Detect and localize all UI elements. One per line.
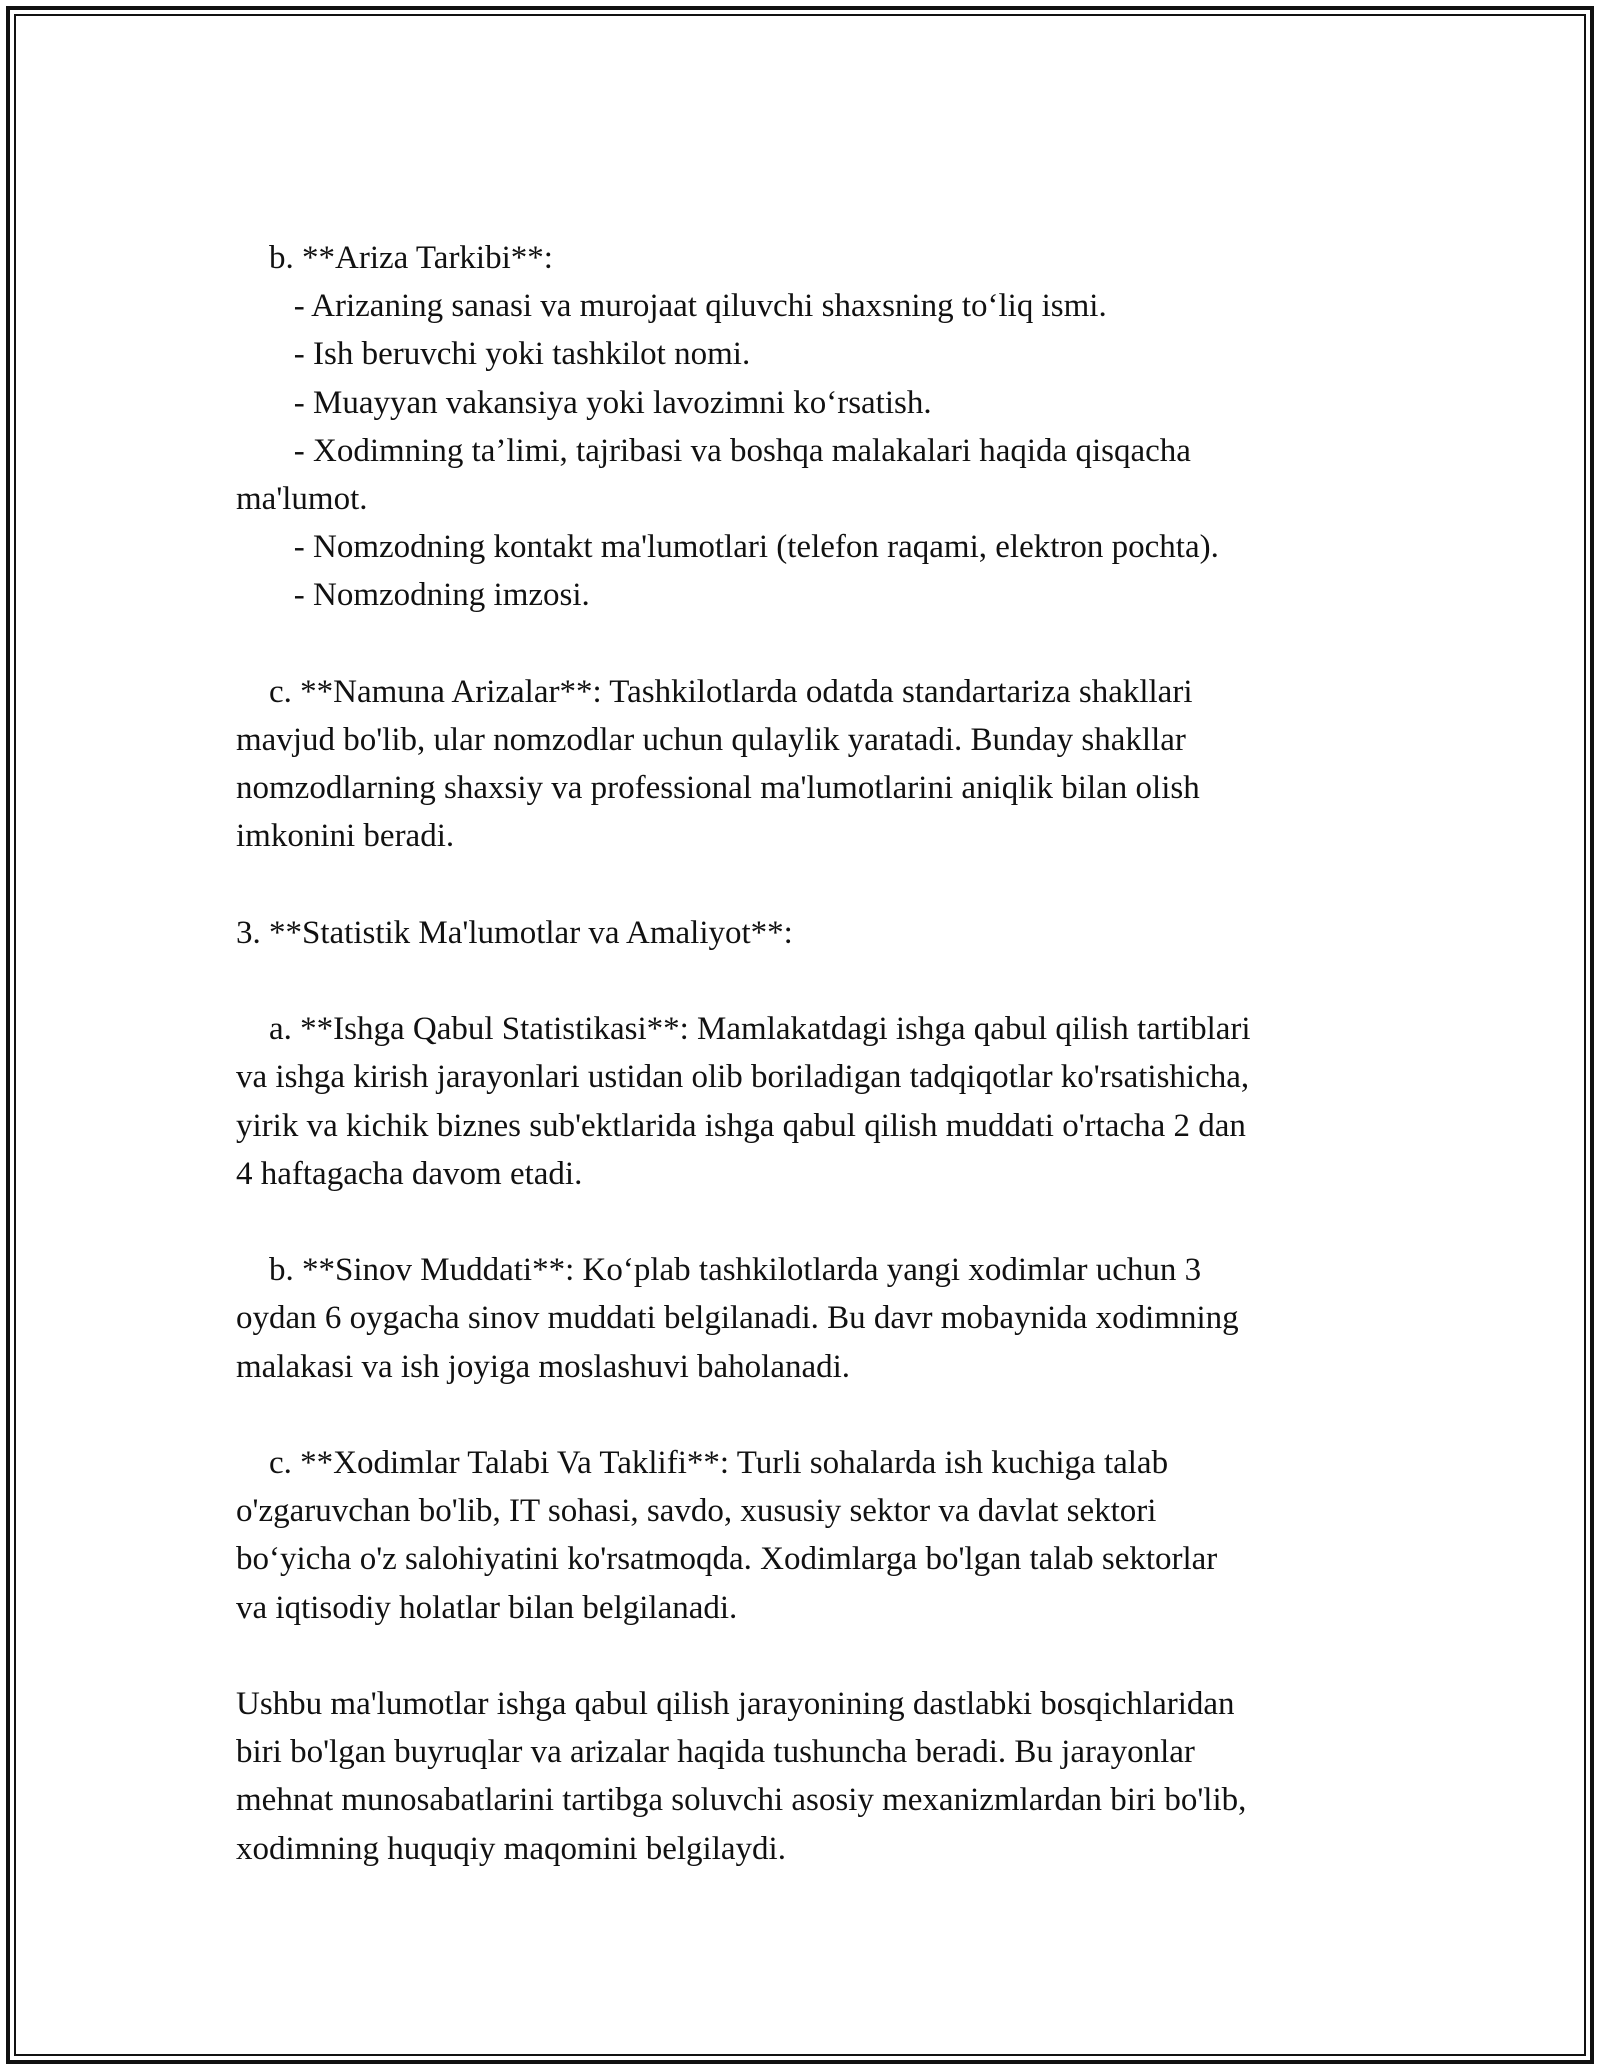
paragraph-line: mehnat munosabatlarini tartibga soluvchi asosiy mexanizmlardan biri bo'lib, [236, 1782, 1247, 1819]
section-b-heading: b. **Ariza Tarkibi**: [236, 240, 553, 276]
document-body [236, 234, 1396, 1873]
section-3-statistik [236, 909, 1396, 957]
paragraph-line: oydan 6 oygacha sinov muddati belgilanadi. Bu davr mobaynida xodimning [236, 1300, 1239, 1337]
section-3c-xodimlar-talabi [236, 1439, 1396, 1632]
section-3a-ishga-qabul [236, 1005, 1396, 1198]
paragraph-line: biri bo'lgan buyruqlar va arizalar haqida tushuncha beradi. Bu jarayonlar [236, 1734, 1195, 1771]
paragraph-gap [236, 1632, 1396, 1680]
conclusion-paragraph [236, 1680, 1396, 1873]
paragraph-gap [236, 1391, 1396, 1439]
paragraph-line: malakasi va ish joyiga moslashuvi baholanadi. [236, 1348, 851, 1385]
paragraph-line: mavjud bo'lib, ular nomzodlar uchun qulaylik yaratadi. Bunday shakllar [236, 722, 1186, 759]
paragraph-line: c. **Xodimlar Talabi Va Taklifi**: Turli sohalarda ish kuchiga talab [236, 1445, 1169, 1481]
paragraph-gap [236, 957, 1396, 1005]
section-b-item: - Muayyan vakansiya yoki lavozimni ko‘rsatish. [236, 384, 932, 421]
paragraph-line: va iqtisodiy holatlar bilan belgilanadi. [236, 1589, 738, 1626]
paragraph-line: a. **Ishga Qabul Statistikasi**: Mamlakatdagi ishga qabul qilish tartiblari [236, 1011, 1251, 1048]
section-3b-sinov-muddati [236, 1246, 1396, 1391]
section-b-item: - Nomzodning imzosi. [236, 577, 590, 614]
paragraph-line: c. **Namuna Arizalar**: Tashkilotlarda odatda standartariza shakllari [236, 673, 1193, 710]
section-c-namuna-arizalar [236, 668, 1396, 861]
section-b-item: - Xodimning ta’limi, tajribasi va boshqa malakalari haqida qisqacha [236, 432, 1191, 469]
section-b-item: - Arizaning sanasi va murojaat qiluvchi shaxsning to‘liq ismi. [236, 288, 1107, 325]
paragraph-line: bo‘yicha o'z salohiyatini ko'rsatmoqda. Xodimlarga bo'lgan talab sektorlar [236, 1541, 1218, 1578]
paragraph-line: Ushbu ma'lumotlar ishga qabul qilish jarayonining dastlabki bosqichlaridan [236, 1686, 1235, 1722]
paragraph-line: 4 haftagacha davom etadi. [236, 1155, 583, 1192]
section-b-item: - Nomzodning kontakt ma'lumotlari (telefon raqami, elektron pochta). [236, 529, 1219, 566]
paragraph-gap [236, 861, 1396, 909]
paragraph-gap [236, 620, 1396, 668]
paragraph-line: o'zgaruvchan bo'lib, IT sohasi, savdo, xususiy sektor va davlat sektori [236, 1493, 1157, 1530]
paragraph-line: imkonini beradi. [236, 818, 455, 855]
paragraph-line: yirik va kichik biznes sub'ektlarida ishga qabul qilish muddati o'rtacha 2 dan [236, 1107, 1246, 1144]
paragraph-line: va ishga kirish jarayonlari ustidan olib boriladigan tadqiqotlar ko'rsatishicha, [236, 1059, 1250, 1096]
paragraph-gap [236, 1198, 1396, 1246]
section-3-heading: 3. **Statistik Ma'lumotlar va Amaliyot**: [236, 914, 793, 951]
section-b-ariza-tarkibi [236, 234, 1396, 620]
paragraph-line: b. **Sinov Muddati**: Ko‘plab tashkilotlarda yangi xodimlar uchun 3 [236, 1252, 1202, 1289]
section-b-item: - Ish beruvchi yoki tashkilot nomi. [236, 336, 751, 373]
section-b-item-continuation: ma'lumot. [236, 481, 368, 518]
paragraph-line: nomzodlarning shaxsiy va professional ma'lumotlarini aniqlik bilan olish [236, 770, 1200, 807]
paragraph-line: xodimning huquqiy maqomini belgilaydi. [236, 1830, 786, 1867]
